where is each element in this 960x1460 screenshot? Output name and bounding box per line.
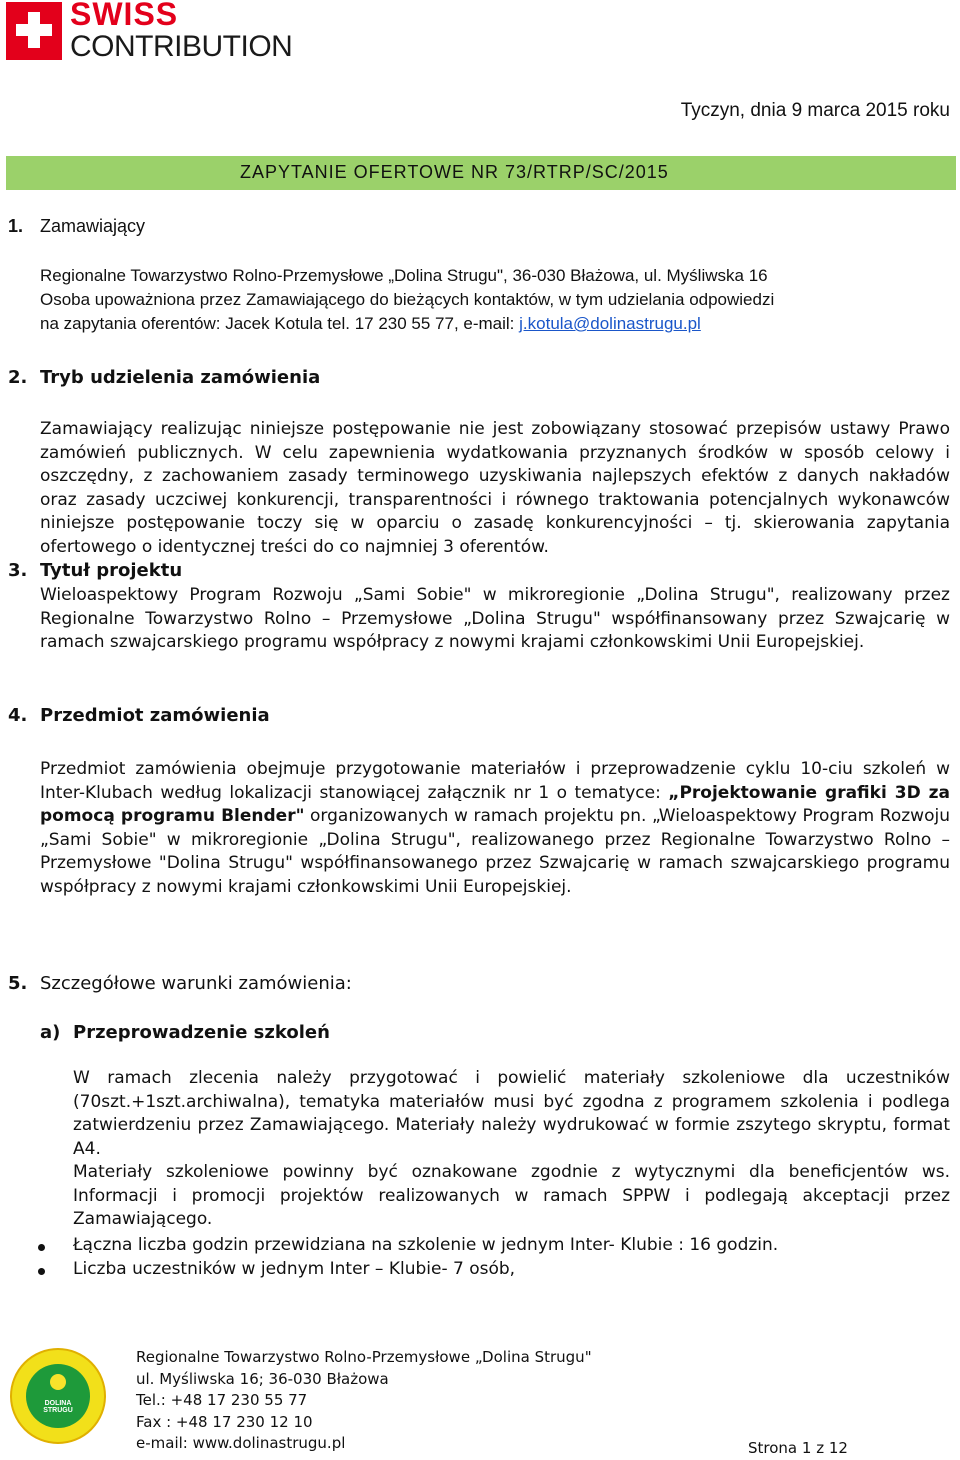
section-1-heading: Zamawiający [40, 216, 146, 236]
bullet-item-hours: Łączna liczba godzin przewidziana na szkolenie w jednym Inter- Klubie : 16 godzin. [73, 1235, 779, 1255]
contact-phone-text: na zapytania oferentów: Jacek Kotula tel. 17 230 55 77, e-mail: [40, 314, 520, 333]
section-2-text: Zamawiający realizując niniejsze postępowanie nie jest zobowiązany stosować przepisów ustawy Prawo zamówień publicznych. W celu zapewnienia wydatkowania przyznanych środków w sposób celowy i oszczędny, z zachowaniem zasady terminowego uzyskiwania najlepszych efektów z danych nakładów oraz zasady uczciwej konkurencji, transparentności i równego traktowania potencjalnych wykonawców niniejsze postępowanie toczy się w oparciu o zasadę konkurencyjności – tj. skierowania zapytania ofertowego o identycznej treści do co najmniej 3 oferentów. [40, 419, 950, 557]
bullet-item-participants: Liczba uczestników w jednym Inter – Klubie- 7 osób, [73, 1259, 516, 1279]
logo-label: DOLINA STRUGU [43, 1400, 73, 1414]
flag-cross-vertical [28, 12, 40, 48]
footer-phone: Tel.: +48 17 230 55 77 [136, 1391, 308, 1410]
section-1-body [40, 264, 955, 336]
contact-person-line: Osoba upoważniona przez Zamawiającego do bieżących kontaktów, w tym udzielania odpowiedzi [40, 290, 775, 309]
bullet-icon [38, 1244, 45, 1251]
section-3-heading: Tytuł projektu [40, 560, 183, 581]
footer-organization: Regionalne Towarzystwo Rolno-Przemysłowe „Dolina Strugu" [136, 1348, 592, 1366]
page-number: Strona 1 z 12 [748, 1439, 848, 1457]
bullet-icon [38, 1268, 45, 1275]
document-title: ZAPYTANIE OFERTOWE NR 73/RTRP/SC/2015 [240, 162, 669, 182]
section-3-text: Wieloaspektowy Program Rozwoju „Sami Sobie" w mikroregionie „Dolina Strugu", realizowany przez Regionalne Towarzystwo Rolno – Przemysłowe „Dolina Strugu" współfinansowany przez Szwajcarię w ramach szwajcarskiego programu współpracy z nowymi krajami członkowskimi Unii Europejskiej. [40, 585, 950, 652]
dolina-strugu-logo-icon [10, 1348, 106, 1444]
logo-contribution-text: CONTRIBUTION [70, 30, 293, 63]
section-2-number: 2. [8, 367, 28, 388]
section-3-number: 3. [8, 560, 28, 581]
contact-email-link[interactable]: j.kotula@dolinastrugu.pl [519, 314, 701, 333]
footer-website: e-mail: www.dolinastrugu.pl [136, 1434, 346, 1453]
section-4-number: 4. [8, 705, 28, 726]
section-4-text-a: Przedmiot zamówienia obejmuje przygotowanie materiałów i przeprowadzenie cyklu 10-ciu szkoleń w Inter-Klubach według lokalizacji stanowiącej załącznik nr 1 o tematyce: [40, 759, 950, 803]
swiss-flag-icon [6, 2, 62, 60]
section-1-number: 1. [8, 216, 24, 236]
section-4-text [40, 758, 950, 899]
zamawiajacy-address: Regionalne Towarzystwo Rolno-Przemysłowe „Dolina Strugu", 36-030 Błażowa, ul. Myśliwska 16 [40, 266, 768, 285]
subsection-a-para-2: Materiały szkoleniowe powinny być oznakowane zgodnie z wytycznymi dla beneficjentów ws. Informacji i promocji projektów realizowanych w ramach SPPW i podlegają akceptacji przez Zamawiającego. [73, 1162, 950, 1229]
section-4-text-b: organizowanych w ramach projektu pn. „Wieloaspektowy Program Rozwoju „Sami Sobie" w mikroregionie „Dolina Strugu", realizowanego przez Regionalne Towarzystwo Rolno – Przemysłowe "Dolina Strugu" współfinansowanego przez Szwajcarię w ramach szwajcarskiego programu współpracy z nowymi krajami członkowskimi Unii Europejskiej. [40, 806, 950, 897]
subsection-a-heading: Przeprowadzenie szkoleń [73, 1022, 330, 1043]
footer-fax: Fax : +48 17 230 12 10 [136, 1412, 313, 1431]
footer-contact [136, 1347, 592, 1455]
section-2-heading: Tryb udzielenia zamówienia [40, 367, 321, 388]
document-date: Tyczyn, dnia 9 marca 2015 roku [680, 100, 950, 121]
footer-address: ul. Myśliwska 16; 36-030 Błażowa [136, 1369, 389, 1388]
contact-details-line [40, 312, 955, 336]
logo-inner-circle [26, 1364, 90, 1428]
section-5-heading: Szczegółowe warunki zamówienia: [40, 973, 352, 994]
section-4-heading: Przedmiot zamówienia [40, 705, 270, 726]
subsection-a-para-1: W ramach zlecenia należy przygotować i powielić materiały szkoleniowe dla uczestników (70szt.+1szt.archiwalna), tematyka materiałów musi być zgodna z programem szkolenia i podlega zatwierdzeniu przez Zamawiającego. Materiały należy wydrukować w formie zszytego skryptu, format A4. [73, 1068, 950, 1159]
logo-sun-icon [50, 1374, 66, 1390]
section-5-number: 5. [8, 973, 28, 994]
subsection-a-label: a) [40, 1022, 61, 1043]
logo-swiss-text: SWISS [70, 0, 179, 32]
training-topic: „Projektowanie grafiki 3D za pomocą programu Blender" [40, 782, 950, 826]
